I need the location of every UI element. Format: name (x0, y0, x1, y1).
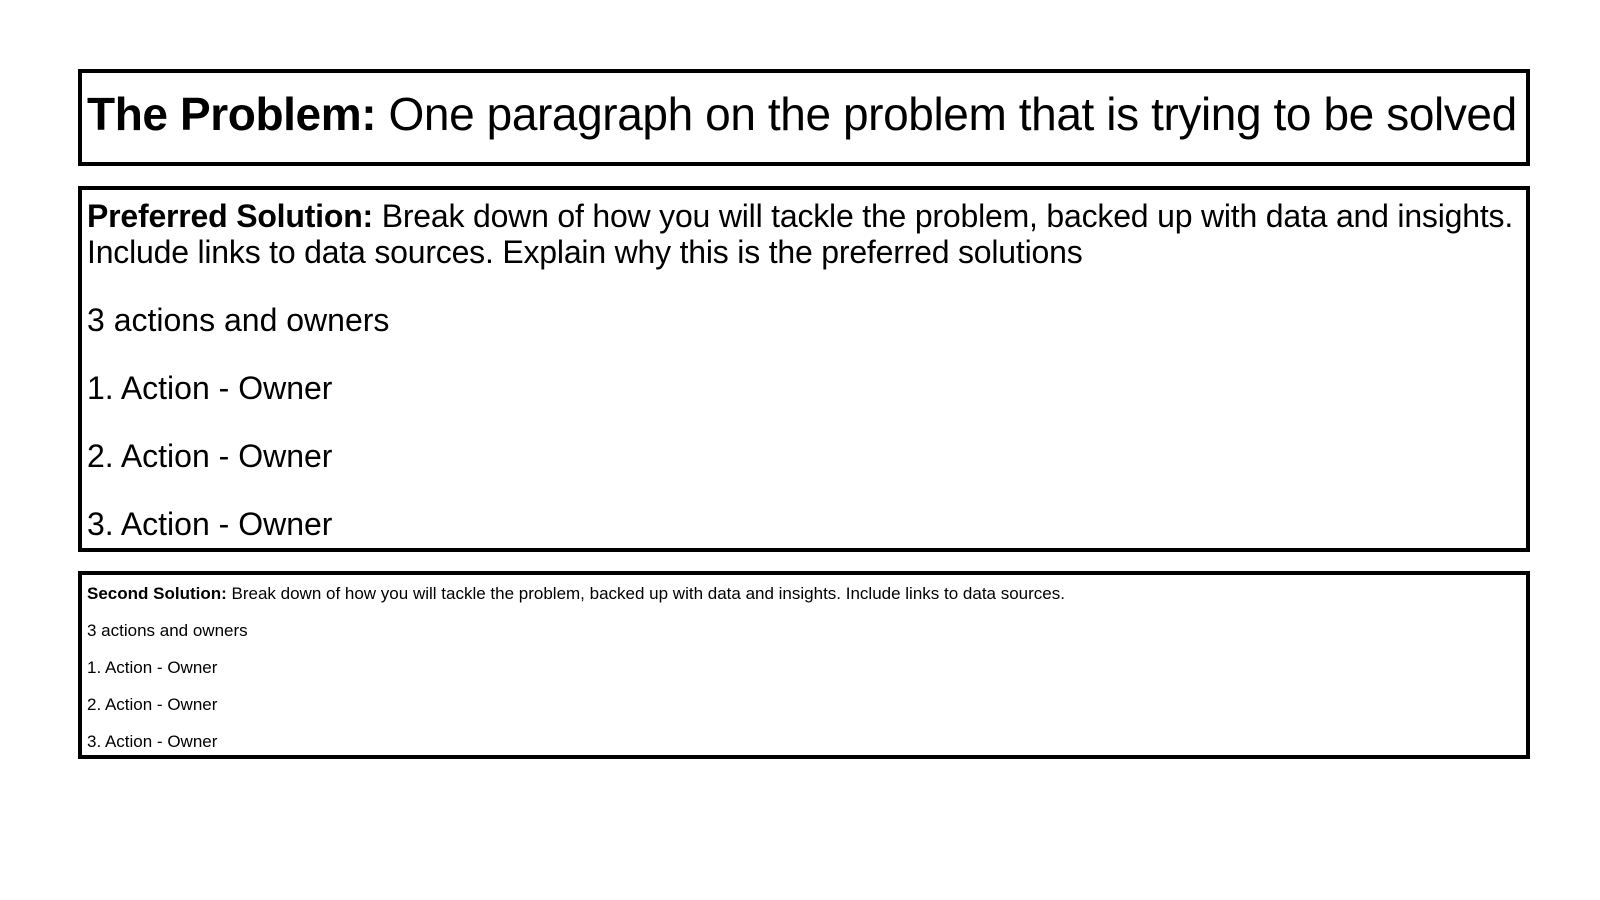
second-solution-paragraph (87, 583, 1516, 605)
preferred-action-item-2: 2. Action - Owner (87, 438, 333, 474)
problem-paragraph (87, 87, 1516, 141)
preferred-actions-heading: 3 actions and owners (87, 302, 390, 338)
problem-label: The Problem: (87, 88, 377, 140)
second-solution-section (78, 571, 1530, 759)
preferred-action-item-1: 1. Action - Owner (87, 370, 333, 406)
problem-section (78, 69, 1530, 166)
second-action-item-3: 3. Action - Owner (87, 732, 218, 751)
second-actions-heading: 3 actions and owners (87, 621, 248, 640)
preferred-solution-description: Break down of how you will tackle the problem, backed up with data and insights. Include links to data sources. Explain why this is the preferred solutions (87, 198, 1514, 270)
second-solution-description: Break down of how you will tackle the problem, backed up with data and insights. Include links to data sources. (226, 584, 1065, 603)
second-action-item-1: 1. Action - Owner (87, 658, 218, 677)
preferred-solution-section (78, 186, 1530, 552)
preferred-action-item-3: 3. Action - Owner (87, 506, 333, 542)
second-solution-label: Second Solution: (87, 584, 227, 603)
preferred-solution-label: Preferred Solution: (87, 198, 374, 234)
preferred-solution-paragraph (87, 198, 1516, 270)
second-action-item-2: 2. Action - Owner (87, 695, 218, 714)
problem-description: One paragraph on the problem that is trying to be solved (376, 88, 1517, 140)
